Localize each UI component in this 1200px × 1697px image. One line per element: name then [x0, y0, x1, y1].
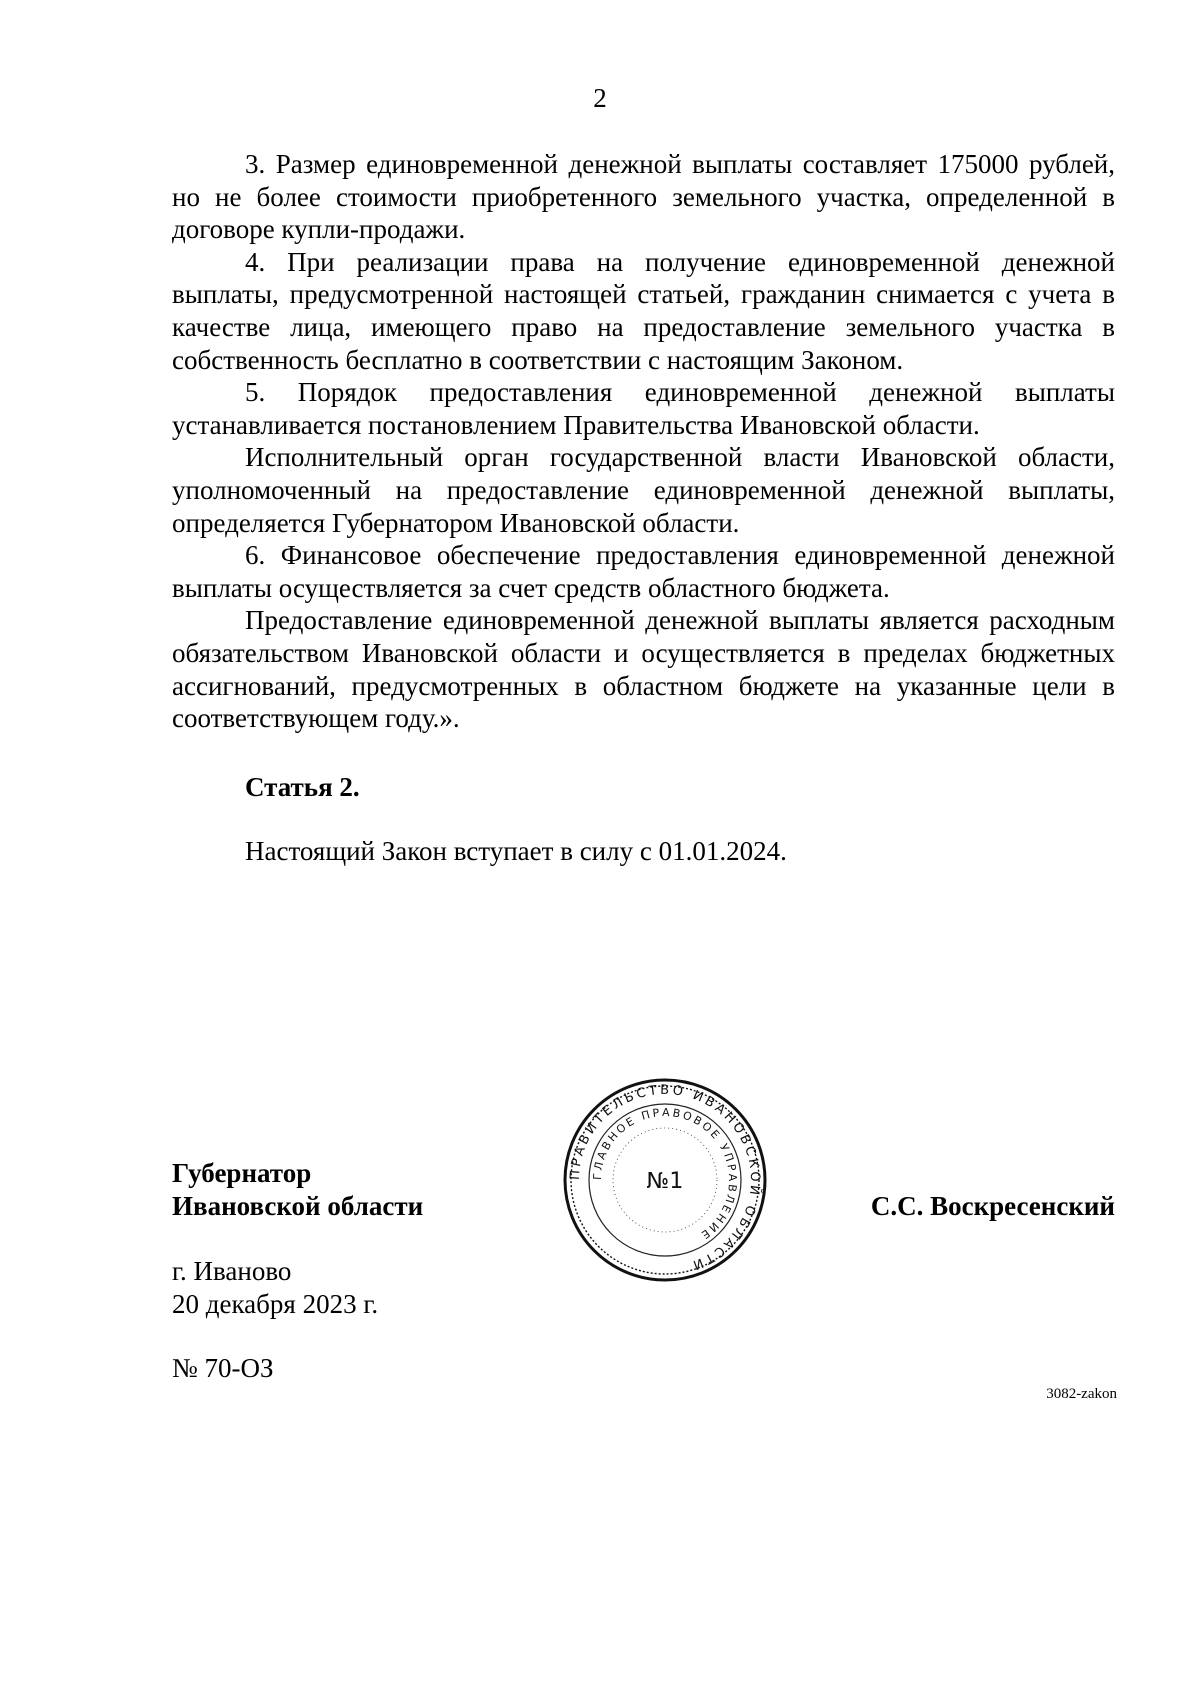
document-code: 3082-zakon [1046, 1386, 1117, 1402]
paragraph-executive-body: Исполнительный орган государственной власти Ивановской области, уполномоченный на предоставление единовременной денежной выплаты, определяется Губернатором Ивановской области. [172, 442, 1115, 538]
article-heading: Статья 2. [245, 772, 360, 802]
signatory-title [172, 1157, 423, 1223]
paragraph-item-4: 4. При реализации права на получение единовременной денежной выплаты, предусмотренной настоящей статьей, гражданин снимается с учета в качестве лица, имеющего право на предоставление земельного участка в собственность бесплатно в соответствии с настоящим Законом. [172, 246, 1115, 375]
place-and-date [172, 1255, 378, 1321]
paragraph-item-6: 6. Финансовое обеспечение предоставления единовременной денежной выплаты осуществляется за счет средств областного бюджета. [172, 540, 1115, 603]
paragraph-item-3: 3. Размер единовременной денежной выплаты составляет 175000 рублей, но не более стоимости приобретенного земельного участка, определенной в договоре купли-продажи. [172, 149, 1115, 245]
signatory-title-line2: Ивановской области [172, 1191, 424, 1221]
stamp-inner-text: ГЛАВНОЕ ПРАВОВОЕ УПРАВЛЕНИЕ [590, 1105, 740, 1243]
signatory-name: С.С. Воскресенский [870, 1191, 1115, 1221]
city: г. Иваново [172, 1256, 292, 1286]
document-body [172, 148, 1115, 735]
effective-date-text: Настоящий Закон вступает в силу с 01.01.2024. [245, 836, 787, 866]
signatory-title-line1: Губернатор [172, 1158, 312, 1188]
paragraph-item-5: 5. Порядок предоставления единовременной денежной выплаты устанавливается постановлением Правительства Ивановской области. [172, 377, 1115, 440]
law-number: № 70-ОЗ [172, 1353, 274, 1383]
signing-date: 20 декабря 2023 г. [172, 1289, 379, 1319]
stamp-center-text: №1 [646, 1169, 684, 1194]
official-seal-stamp [561, 1076, 769, 1284]
stamp-outer-text: ПРАВИТЕЛЬСТВО ИВАНОВСКОЙ ОБЛАСТИ [567, 1082, 763, 1273]
paragraph-expense-obligation: Предоставление единовременной денежной выплаты является расходным обязательством Ивановской области и осуществляется в пределах бюджетных ассигнований, предусмотренных в областном бюджете на указанные цели в соответствующем году.». [172, 605, 1115, 734]
page-number: 2 [593, 83, 607, 113]
